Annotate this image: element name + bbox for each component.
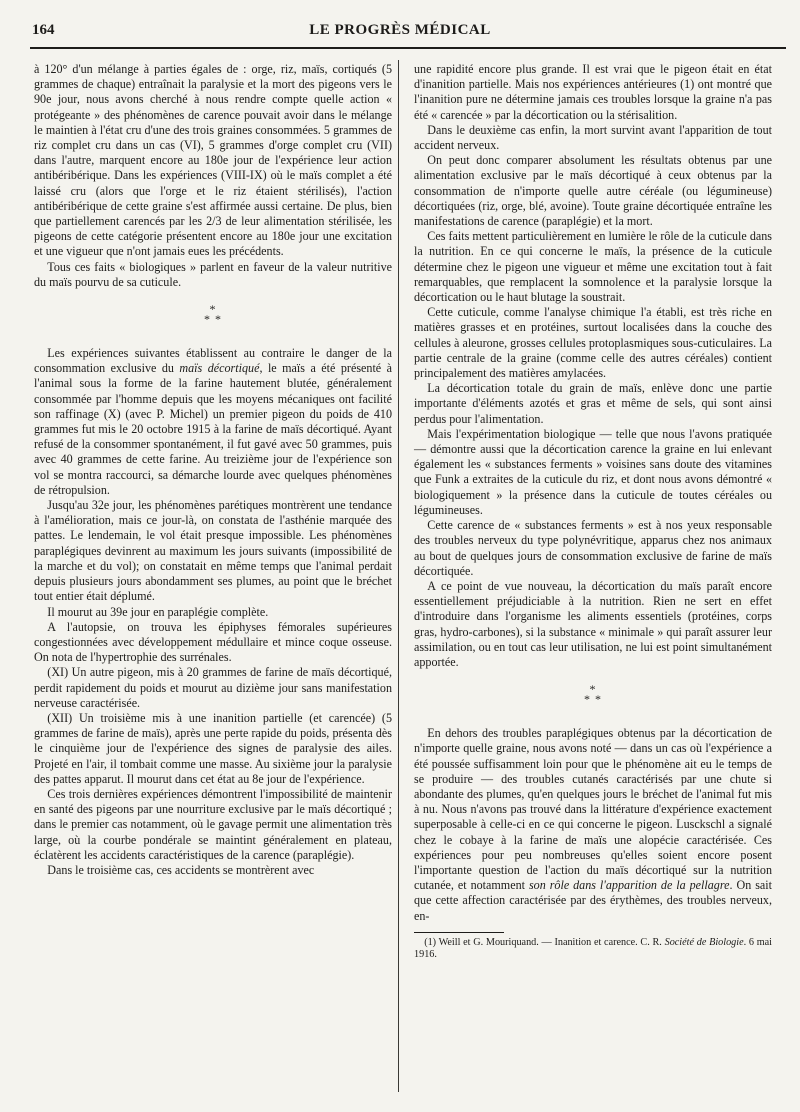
- journal-title: LE PROGRÈS MÉDICAL: [309, 22, 491, 38]
- paragraph: A ce point de vue nouveau, la décortication du maïs paraît encore essentiellement préjudiciable à la nutrition. Rien ne sert en effet d'introduire dans l'organisme les aliments essentiels (protéines, corps gras, hydro-carbones), si la substance « minimale » qui paraît assurer leur assimilation, ou en tout cas leur utilisation, ne lui est point simultanément apportée.: [414, 578, 772, 669]
- emphasis: maïs décortiqué: [179, 361, 260, 376]
- column-divider: [398, 60, 399, 1092]
- emphasis: son rôle dans l'apparition de la pellagre: [528, 878, 730, 893]
- paragraph: Il mourut au 39e jour en paraplégie complète.: [47, 604, 269, 619]
- separator-stars: * *: [584, 692, 602, 707]
- paragraph: Cette cuticule, comme l'analyse chimique l'a établi, est très riche en matières grasses et en protéines, surtout localisées dans la couche des cellules à aleurone, grosses cellules protoplasmiques sous-cuticulaires. La partie centrale de la graine (comme celle des autres céréales) contient principalement des matières amylacées.: [414, 305, 772, 381]
- text-run: . On sait que cette affection caractérisée par des érythèmes, des troubles nerveux, en-: [414, 878, 772, 923]
- paragraph: Mais l'expérimentation biologique — telle que nous l'avons pratiquée — démontre aussi que la décortication carence la graine en lui enlevant également les « substances ferments » voisines sans doute des vitamines que Funk a extraites de la cuticule du riz, et dont nous avons démontré « biologiquement » la présence dans la cuticule de toutes céréales ou légumineuses.: [414, 426, 772, 517]
- paragraph: A l'autopsie, on trouva les épiphyses fémorales supérieures congestionnées avec développement médullaire et mince coque osseuse. On nota de l'hypertrophie des surrénales.: [34, 619, 392, 665]
- separator-star: *: [589, 682, 597, 697]
- section-separator: [34, 302, 392, 327]
- footnote-citation: Société de Biologie: [664, 936, 744, 948]
- footnote: [414, 937, 772, 962]
- header-rule: [30, 47, 786, 49]
- footnote-text: . 6 mai 1916.: [414, 936, 772, 961]
- paragraph: Tous ces faits « biologiques » parlent en faveur de la valeur nutritive du maïs pourvu de sa cuticule.: [34, 259, 392, 289]
- left-column: [34, 62, 392, 878]
- paragraph: une rapidité encore plus grande. Il est vrai que le pigeon était en état d'inanition partielle. Mais nos expériences antérieures (1) ont montré que l'inanition pure ne détermine jamais ces troubles lorsque la graine n'a pas été « carencée » par la décortication ou la stérisalition.: [414, 62, 772, 122]
- footnote-text: (1) Weill et G. Mouriquand. — Inanition et carence. C. R.: [424, 936, 665, 948]
- paragraph: On peut donc comparer absolument les résultats obtenus par une alimentation exclusive par le maïs décortiqué à ceux obtenus par la consommation de n'importe quelle autre céréale (ou légumineuse) décortiquées (riz, orge, blé, avoine). Toute graine décortiquée entraîne les manifestations de carence (paraplégie) et la mort.: [414, 153, 772, 229]
- paragraph: (XII) Un troisième mis à une inanition partielle (et carencée) (5 grammes de farine de maïs), après une perte rapide du poids, présenta dès le cinquième jour de l'expérience des signes de paralysie des ailes. Projeté en l'air, il tombait comme une masse. Au sixième jour la paralysie des pattes apparut. Il mourut dans cet état au 8e jour de l'expérience.: [34, 710, 392, 786]
- paragraph: Jusqu'au 32e jour, les phénomènes parétiques montrèrent une tendance à l'amélioration, mais ce jour-là, on constata de l'asthénie marquée des pattes. Le lendemain, le vol était presque impossible. Les phénomènes paraplégiques devinrent au maximum les jours suivants (impossibilité de la marche et du vol); on constatait en même temps que l'animal perdait depuis plusieurs jours abondamment ses plumes, au point que le bréchet tout entier était déplumé.: [34, 498, 392, 604]
- paragraph: Ces trois dernières expériences démontrent l'impossibilité de maintenir en santé des pigeons par une nourriture exclusive par le maïs décortiqué ; dans le premier cas notamment, où le gavage permit une alimentation très large, où la courbe pondérale se maintint généralement en plateau, éclatèrent les accidents caractéristiques de la carence (paraplégie).: [34, 786, 392, 862]
- paragraph: [414, 726, 772, 924]
- separator-stars: * *: [204, 312, 222, 327]
- text-run: , le maïs a été présenté à l'animal sous la forme de la farine hautement blutée, généralement consommée par l'homme depuis que les moyens mécaniques ont facilité son raffinage (X) (avec P. Michel) un premier pigeon du poids de 410 grammes fut mis le 20 octobre 1915 à la farine de maïs décortiqué. Ayant refusé de la consommer spontanément, il fut gavé avec 50 grammes, puis avec 40 grammes de cette farine. Au treizième jour de l'expérience son vol se montra raccourci, sa démarche lourde avec quelques phénomènes de rétropulsion.: [34, 361, 393, 497]
- right-column: [414, 62, 772, 962]
- paragraph: Ces faits mettent particulièrement en lumière le rôle de la cuticule dans la nutrition. En ce qui concerne le maïs, la présence de la cuticule détermine chez le pigeon une vigueur et même une excitation tout à fait remarquables, que remplacent la somnolence et la paralysie lorsque la décortication ou le haut blutage la soustrait.: [414, 229, 772, 305]
- paragraph: Cette carence de « substances ferments » est à nos yeux responsable des troubles nerveux du type polynévritique, apparus chez nos animaux au bout de quelques jours de consommation exclusive de farine de maïs décortiquée.: [414, 518, 772, 578]
- footnote-rule: [414, 932, 504, 933]
- text-run: Les expériences suivantes établissent au contraire le danger de la consommation exclusive du: [34, 346, 392, 376]
- paragraph: Dans le troisième cas, ces accidents se montrèrent avec: [47, 862, 315, 877]
- page-number: 164: [32, 22, 55, 38]
- paragraph: Dans le deuxième cas enfin, la mort survint avant l'apparition de tout accident nerveux.: [414, 122, 772, 153]
- separator-star: *: [209, 302, 217, 317]
- paragraph: (XI) Un autre pigeon, mis à 20 grammes de farine de maïs décortiqué, perdit rapidement du poids et mourut au dizième jour sans manifestation nerveuse caractérisée.: [34, 665, 392, 710]
- paragraph: [34, 346, 392, 498]
- paragraph: à 120° d'un mélange à parties égales de : orge, riz, maïs, cortiqués (5 grammes de chaque) entraînait la paralysie et la mort des pigeons vers le 90e jour, nous avons cherché à nous rendre compte quelle action « protégeante » des phénomènes de carence pouvait avoir dans le mélange le maintien à l'état cru d'une des trois graines consommées. 5 grammes de riz complet cru dans un cas (VI), 5 grammes d'orge complet cru (VII) dans l'autre, marquent encore au 180e jour de l'expérience leur action antibéribérique. Dans les expériences (VIII-IX) où le maïs complet a été laissé cru (alors que l'orge et le riz étaient stérilisés), l'action antibéribérique de cette graine s'est affirmée aussi certaine. De plus, bien que partiellement carencés par les 2/3 de leur alimentation stérilisée, les pigeons de cette catégorie présentent encore au 180e jour une excitation et une vigueur que n'ont jamais eues les précédents.: [34, 62, 392, 259]
- paragraph: La décortication totale du grain de maïs, enlève donc une partie importante d'éléments azotés et gras et même de sels, qui sont ainsi perdus pour l'alimentation.: [414, 381, 772, 426]
- text-run: En dehors des troubles paraplégiques obtenus par la décortication de n'importe quelle graine, nous avons noté — dans un cas où l'expérience a été poussée suffisamment loin pour que le phénomène ait eu le temps de se produire — des troubles cutanés caractérisés par une chute si abondante des plumes, qu'en quelques jours le bréchet de l'animal fut mis à nu. Nous n'avons pas trouvé dans la littérature d'expérience exactement superposable à celle-ci en ce qui concerne le pigeon. Lusckschl a signalé chez le cobaye à la farine de maïs une alopécie caractérisée. Ces expériences pour peu nombreuses qu'elles soient encore posent l'importante question de l'action du maïs décortiqué sur la nutrition cutanée, et notamment: [414, 726, 772, 893]
- section-separator: [414, 682, 772, 707]
